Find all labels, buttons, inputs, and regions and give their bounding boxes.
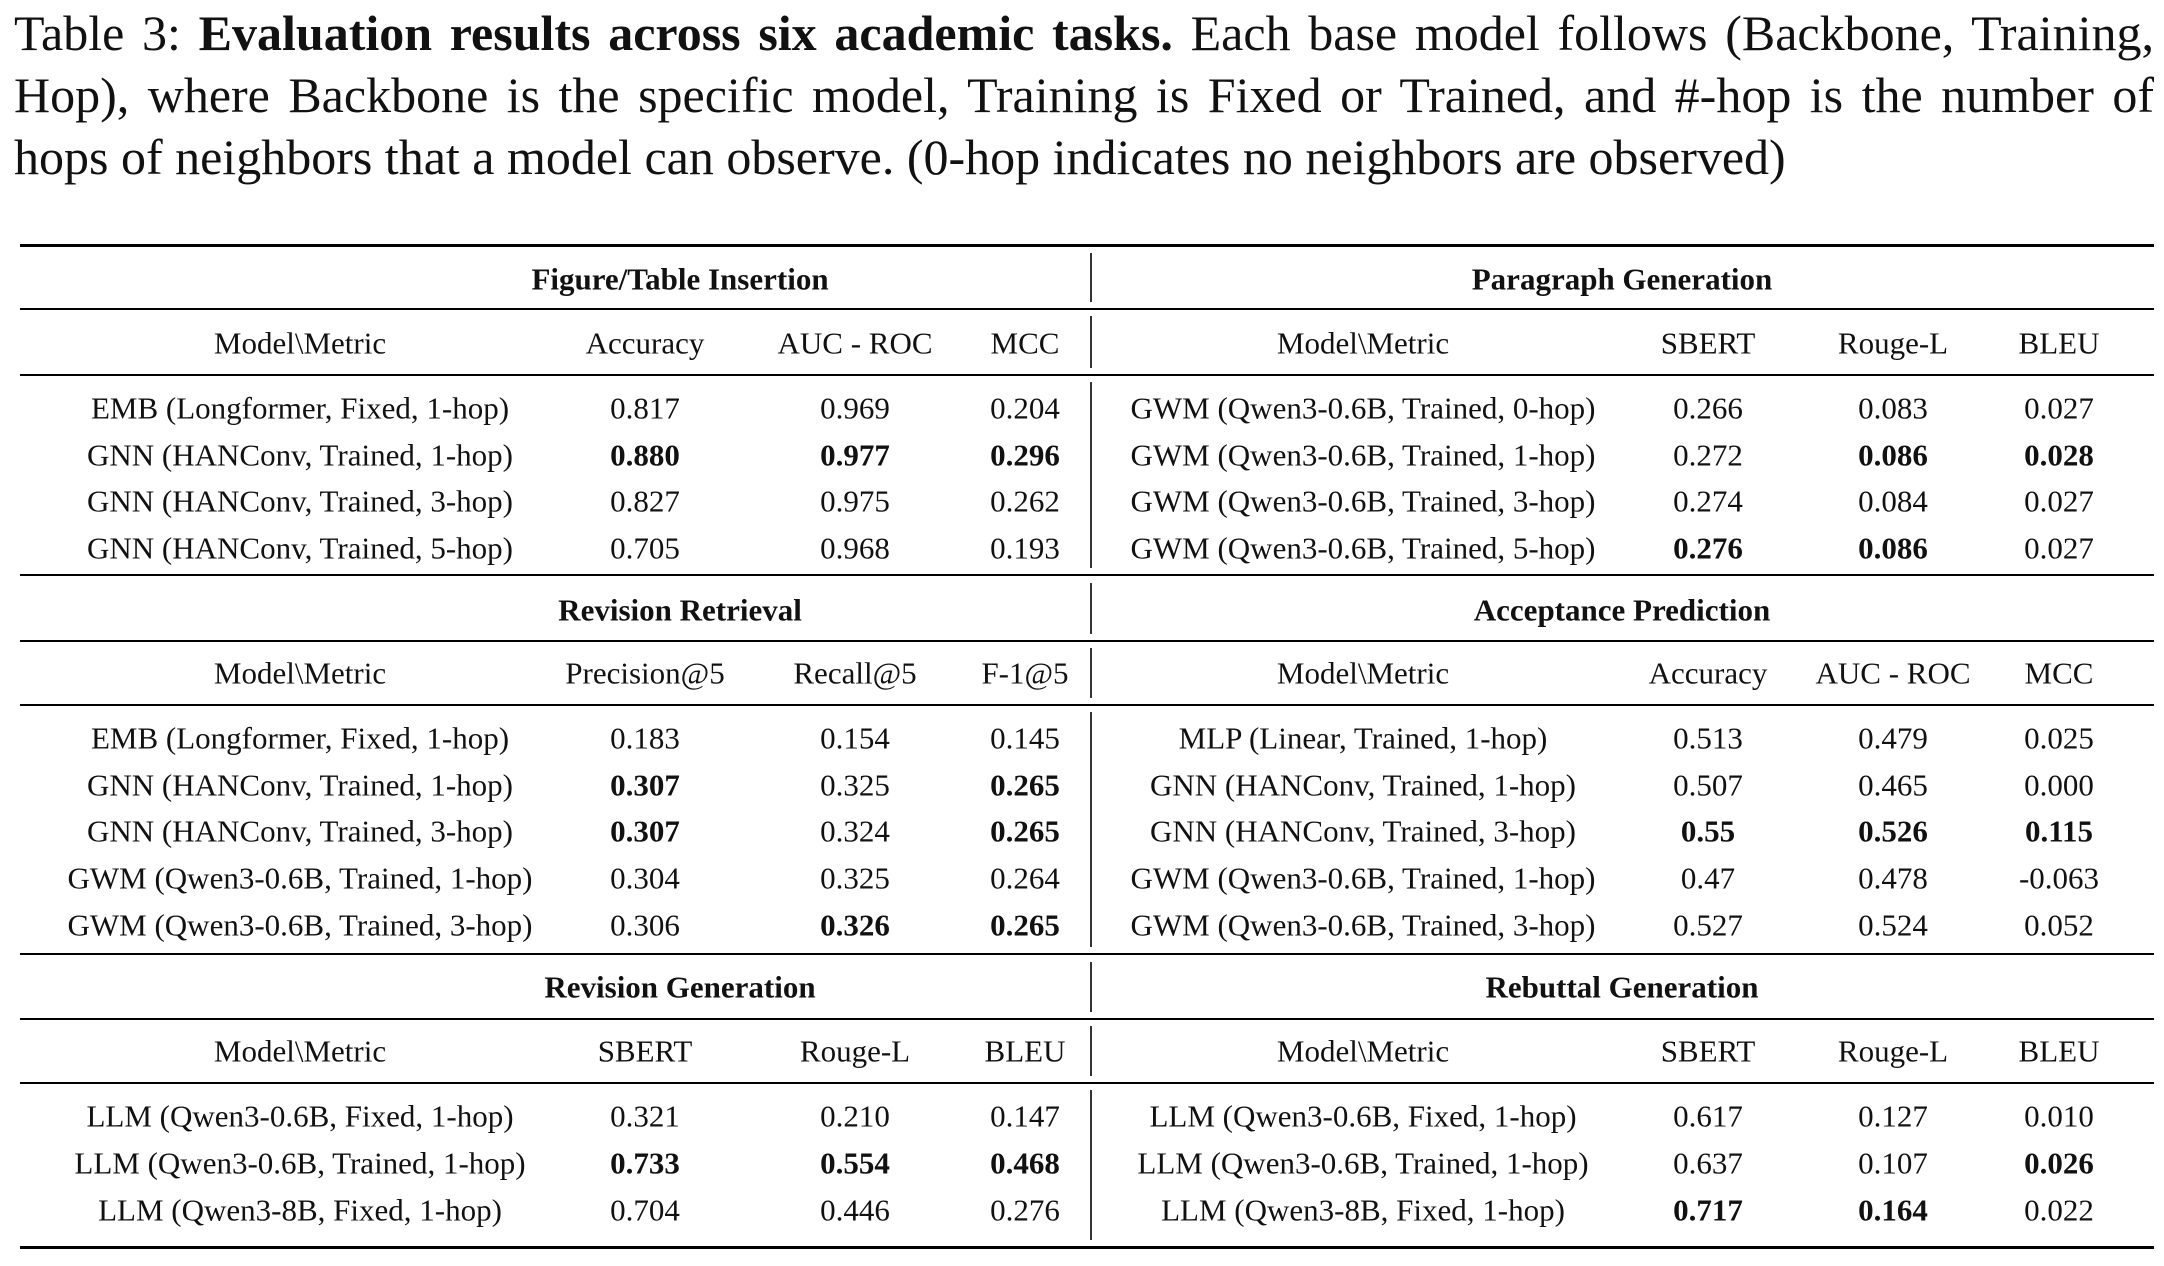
column-header: Recall@5 <box>793 655 917 691</box>
metric-value-cell: 0.276 <box>1673 530 1743 566</box>
metric-value-cell: 0.527 <box>1673 907 1743 943</box>
section-title: Acceptance Prediction <box>1473 592 1771 628</box>
metric-value-cell: 0.210 <box>820 1098 890 1134</box>
model-name-cell: GNN (HANConv, Trained, 3-hop) <box>1150 813 1576 849</box>
section-title: Rebuttal Generation <box>1485 969 1759 1005</box>
column-header: AUC - ROC <box>1815 655 1971 691</box>
model-name-cell: GNN (HANConv, Trained, 1-hop) <box>87 437 513 473</box>
metric-value-cell: 0.325 <box>820 860 890 896</box>
table-rule <box>20 308 2154 310</box>
model-name-cell: LLM (Qwen3-0.6B, Fixed, 1-hop) <box>86 1098 514 1134</box>
column-header: Rouge-L <box>1837 1033 1949 1069</box>
metric-value-cell: 0.513 <box>1673 720 1743 756</box>
table-rule <box>20 574 2154 576</box>
metric-value-cell: 0.733 <box>610 1145 680 1181</box>
metric-value-cell: 0.975 <box>820 483 890 519</box>
metric-value-cell: 0.026 <box>2024 1145 2094 1181</box>
metric-value-cell: 0.025 <box>2024 720 2094 756</box>
metric-value-cell: 0.296 <box>990 437 1060 473</box>
metric-value-cell: 0.127 <box>1858 1098 1928 1134</box>
column-separator <box>1090 253 1092 302</box>
column-header: Model\Metric <box>213 655 387 691</box>
metric-value-cell: 0.022 <box>2024 1192 2094 1228</box>
metric-value-cell: 0.468 <box>990 1145 1060 1181</box>
model-name-cell: GWM (Qwen3-0.6B, Trained, 1-hop) <box>67 860 533 896</box>
model-name-cell: GWM (Qwen3-0.6B, Trained, 3-hop) <box>1130 483 1596 519</box>
metric-value-cell: 0.307 <box>610 767 680 803</box>
metric-value-cell: 0.262 <box>990 483 1060 519</box>
caption-text: Each base model follows (Backbone, Training, Hop), where Backbone is the specific model, Training is Fixed or Trained, and #-hop is the number of hops of neighbors that a model can observe. (0-hop indicates no neighbors are observed) <box>14 5 2155 185</box>
metric-value-cell: 0.817 <box>610 390 680 426</box>
metric-value-cell: 0.717 <box>1673 1192 1743 1228</box>
column-header: Accuracy <box>585 325 705 361</box>
column-separator <box>1090 382 1092 568</box>
caption-label: Table 3: <box>14 5 181 61</box>
model-name-cell: GWM (Qwen3-0.6B, Trained, 3-hop) <box>67 907 533 943</box>
column-header: Precision@5 <box>565 655 725 691</box>
metric-value-cell: 0.274 <box>1673 483 1743 519</box>
metric-value-cell: 0.306 <box>610 907 680 943</box>
model-name-cell: EMB (Longformer, Fixed, 1-hop) <box>90 720 510 756</box>
column-separator <box>1090 583 1092 634</box>
column-header: Model\Metric <box>1276 655 1450 691</box>
section-title: Figure/Table Insertion <box>531 261 829 297</box>
metric-value-cell: 0.321 <box>610 1098 680 1134</box>
metric-value-cell: 0.705 <box>610 530 680 566</box>
model-name-cell: LLM (Qwen3-0.6B, Trained, 1-hop) <box>74 1145 526 1181</box>
caption-bold-title: Evaluation results across six academic tasks. <box>198 5 1173 61</box>
column-separator <box>1090 1090 1092 1240</box>
column-separator <box>1090 712 1092 947</box>
model-name-cell: LLM (Qwen3-0.6B, Fixed, 1-hop) <box>1149 1098 1577 1134</box>
model-name-cell: GWM (Qwen3-0.6B, Trained, 0-hop) <box>1130 390 1596 426</box>
model-name-cell: GWM (Qwen3-0.6B, Trained, 1-hop) <box>1130 860 1596 896</box>
metric-value-cell: 0.704 <box>610 1192 680 1228</box>
metric-value-cell: 0.276 <box>990 1192 1060 1228</box>
metric-value-cell: 0.307 <box>610 813 680 849</box>
model-name-cell: MLP (Linear, Trained, 1-hop) <box>1178 720 1548 756</box>
metric-value-cell: 0.147 <box>990 1098 1060 1134</box>
metric-value-cell: 0.107 <box>1858 1145 1928 1181</box>
metric-value-cell: 0.266 <box>1673 390 1743 426</box>
metric-value-cell: 0.507 <box>1673 767 1743 803</box>
metric-value-cell: 0.115 <box>2024 813 2094 849</box>
column-separator <box>1090 648 1092 698</box>
table-rule <box>20 1082 2154 1084</box>
table-rule <box>20 1018 2154 1020</box>
metric-value-cell: 0.827 <box>610 483 680 519</box>
column-header: AUC - ROC <box>777 325 933 361</box>
metric-value-cell: 0.526 <box>1858 813 1928 849</box>
table-rule <box>20 374 2154 376</box>
column-header: Model\Metric <box>213 1033 387 1069</box>
metric-value-cell: 0.47 <box>1680 860 1736 896</box>
metric-value-cell: 0.028 <box>2024 437 2094 473</box>
metric-value-cell: 0.272 <box>1673 437 1743 473</box>
column-header: BLEU <box>2018 1033 2100 1069</box>
metric-value-cell: 0.324 <box>820 813 890 849</box>
metric-value-cell: 0.193 <box>990 530 1060 566</box>
table-rule <box>20 953 2154 955</box>
column-separator <box>1090 316 1092 368</box>
column-header: SBERT <box>1660 325 1756 361</box>
table-rule <box>20 1246 2154 1249</box>
metric-value-cell: 0.154 <box>820 720 890 756</box>
metric-value-cell: 0.083 <box>1858 390 1928 426</box>
metric-value-cell: 0.027 <box>2024 390 2094 426</box>
column-separator <box>1090 962 1092 1012</box>
metric-value-cell: 0.55 <box>1680 813 1736 849</box>
column-header: Model\Metric <box>213 325 387 361</box>
model-name-cell: GWM (Qwen3-0.6B, Trained, 1-hop) <box>1130 437 1596 473</box>
metric-value-cell: 0.145 <box>990 720 1060 756</box>
metric-value-cell: 0.052 <box>2024 907 2094 943</box>
model-name-cell: EMB (Longformer, Fixed, 1-hop) <box>90 390 510 426</box>
table-rule <box>20 640 2154 642</box>
column-header: Rouge-L <box>1837 325 1949 361</box>
model-name-cell: GNN (HANConv, Trained, 5-hop) <box>87 530 513 566</box>
table-rule <box>20 244 2154 247</box>
column-header: BLEU <box>984 1033 1066 1069</box>
metric-value-cell: 0.010 <box>2024 1098 2094 1134</box>
metric-value-cell: 0.325 <box>820 767 890 803</box>
metric-value-cell: 0.304 <box>610 860 680 896</box>
results-table <box>20 244 2154 1246</box>
metric-value-cell: 0.969 <box>820 390 890 426</box>
column-header: BLEU <box>2018 325 2100 361</box>
metric-value-cell: 0.265 <box>990 813 1060 849</box>
model-name-cell: GNN (HANConv, Trained, 1-hop) <box>87 767 513 803</box>
metric-value-cell: 0.183 <box>610 720 680 756</box>
column-header: MCC <box>2024 655 2094 691</box>
column-header: Accuracy <box>1648 655 1768 691</box>
metric-value-cell: 0.086 <box>1858 530 1928 566</box>
metric-value-cell: 0.524 <box>1858 907 1928 943</box>
column-header: Model\Metric <box>1276 1033 1450 1069</box>
model-name-cell: GWM (Qwen3-0.6B, Trained, 5-hop) <box>1130 530 1596 566</box>
column-header: SBERT <box>1660 1033 1756 1069</box>
model-name-cell: GNN (HANConv, Trained, 3-hop) <box>87 813 513 849</box>
metric-value-cell: 0.086 <box>1858 437 1928 473</box>
metric-value-cell: -0.063 <box>2018 860 2100 896</box>
column-header: MCC <box>990 325 1060 361</box>
metric-value-cell: 0.465 <box>1858 767 1928 803</box>
metric-value-cell: 0.326 <box>820 907 890 943</box>
metric-value-cell: 0.204 <box>990 390 1060 426</box>
metric-value-cell: 0.617 <box>1673 1098 1743 1134</box>
column-header: Model\Metric <box>1276 325 1450 361</box>
metric-value-cell: 0.265 <box>990 907 1060 943</box>
section-title: Revision Generation <box>544 969 816 1005</box>
table-caption <box>14 2 2154 188</box>
model-name-cell: GNN (HANConv, Trained, 3-hop) <box>87 483 513 519</box>
metric-value-cell: 0.446 <box>820 1192 890 1228</box>
section-title: Revision Retrieval <box>558 592 802 628</box>
model-name-cell: LLM (Qwen3-8B, Fixed, 1-hop) <box>1161 1192 1565 1228</box>
model-name-cell: GWM (Qwen3-0.6B, Trained, 3-hop) <box>1130 907 1596 943</box>
section-title: Paragraph Generation <box>1471 261 1773 297</box>
table-rule <box>20 704 2154 706</box>
metric-value-cell: 0.265 <box>990 767 1060 803</box>
metric-value-cell: 0.554 <box>820 1145 890 1181</box>
column-header: SBERT <box>597 1033 693 1069</box>
metric-value-cell: 0.264 <box>990 860 1060 896</box>
metric-value-cell: 0.977 <box>820 437 890 473</box>
metric-value-cell: 0.027 <box>2024 530 2094 566</box>
column-separator <box>1090 1026 1092 1076</box>
metric-value-cell: 0.880 <box>610 437 680 473</box>
metric-value-cell: 0.479 <box>1858 720 1928 756</box>
metric-value-cell: 0.968 <box>820 530 890 566</box>
column-header: F-1@5 <box>981 655 1069 691</box>
column-header: Rouge-L <box>799 1033 911 1069</box>
model-name-cell: GNN (HANConv, Trained, 1-hop) <box>1150 767 1576 803</box>
metric-value-cell: 0.000 <box>2024 767 2094 803</box>
metric-value-cell: 0.084 <box>1858 483 1928 519</box>
metric-value-cell: 0.164 <box>1858 1192 1928 1228</box>
metric-value-cell: 0.637 <box>1673 1145 1743 1181</box>
metric-value-cell: 0.027 <box>2024 483 2094 519</box>
model-name-cell: LLM (Qwen3-8B, Fixed, 1-hop) <box>98 1192 502 1228</box>
metric-value-cell: 0.478 <box>1858 860 1928 896</box>
model-name-cell: LLM (Qwen3-0.6B, Trained, 1-hop) <box>1137 1145 1589 1181</box>
